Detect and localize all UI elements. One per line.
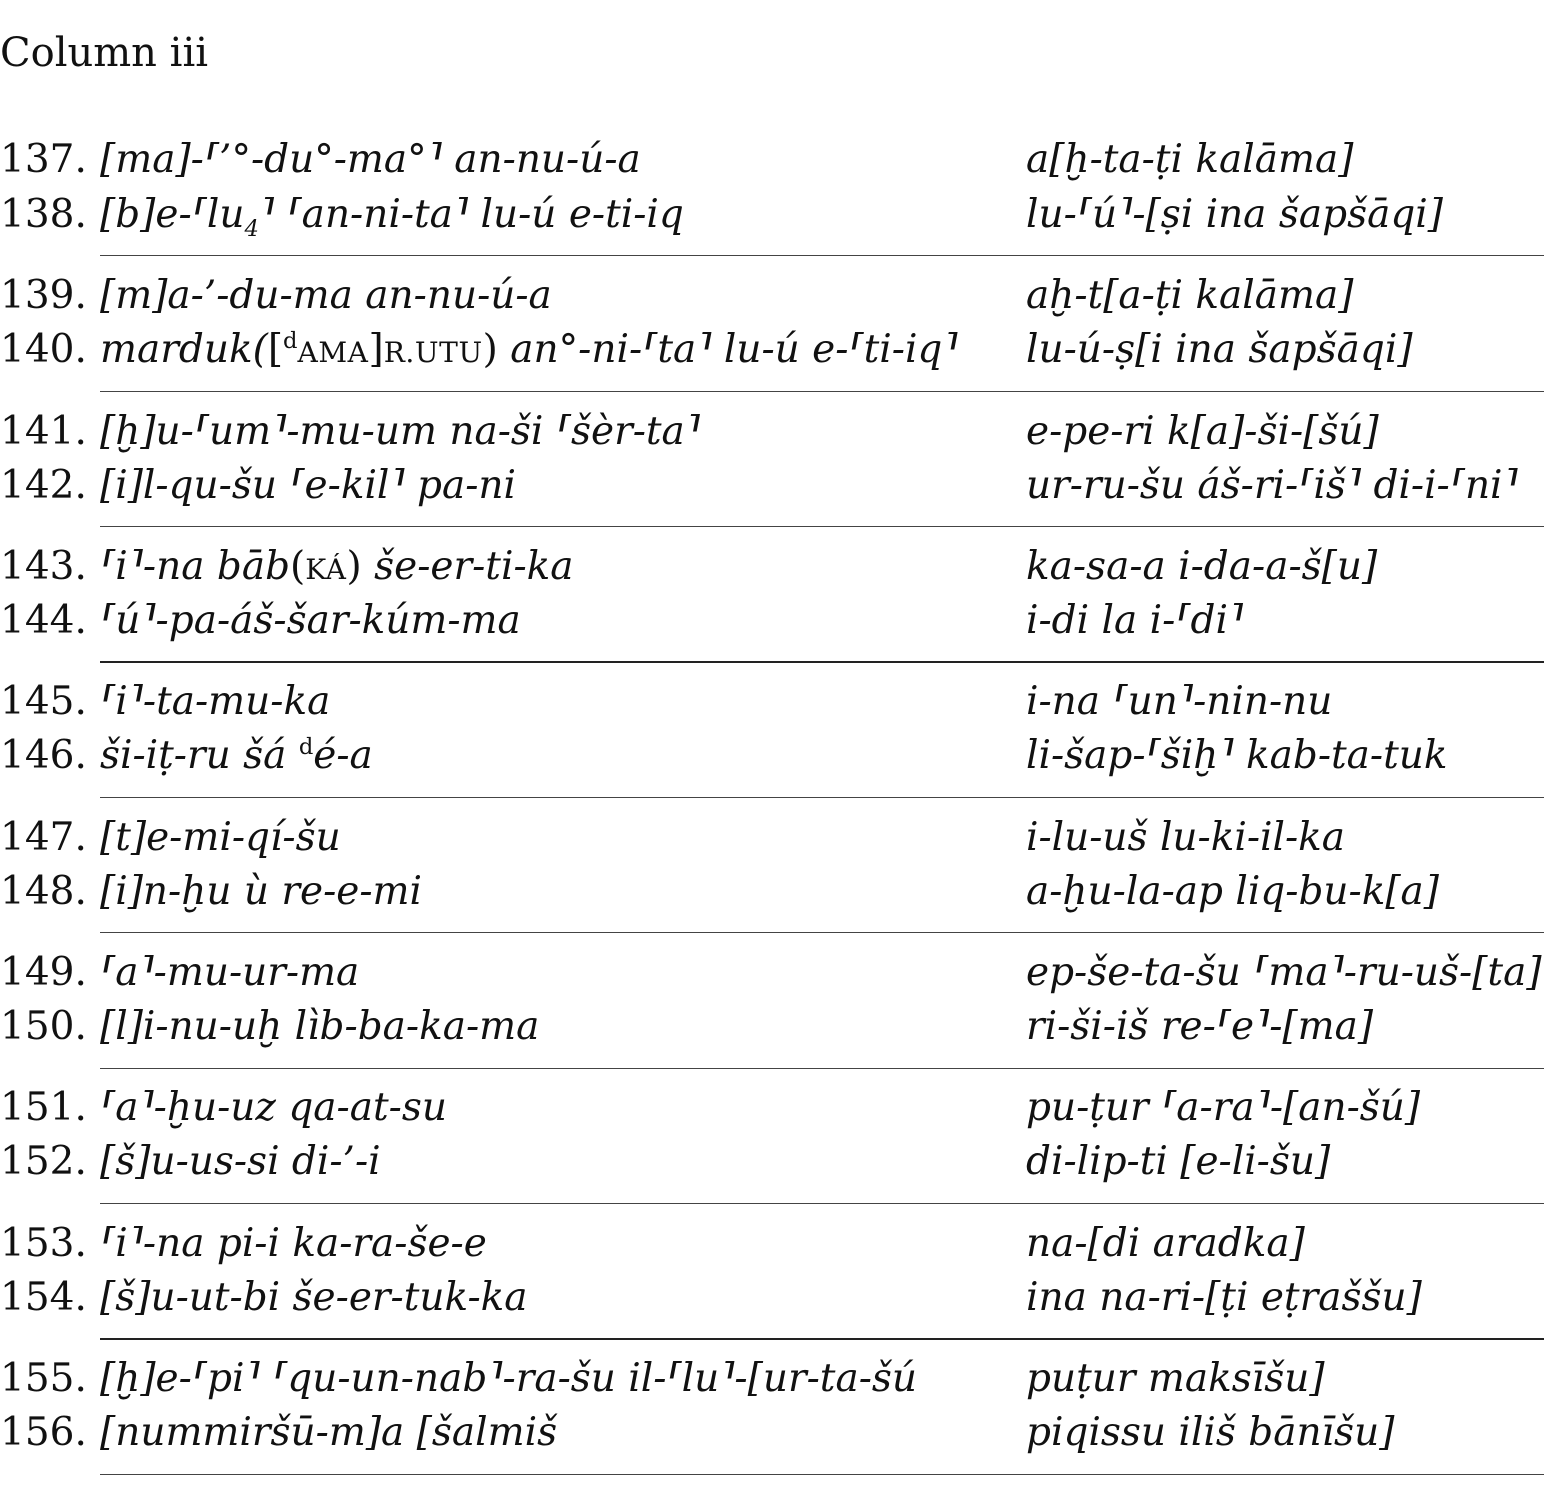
line-155 bbox=[0, 1352, 1544, 1406]
transliteration-left: ⸢i⸣-na pi-i ka-ra-še-e bbox=[100, 1221, 487, 1266]
line-number: 148. bbox=[0, 869, 87, 914]
line-number: 138. bbox=[0, 192, 87, 237]
transliteration-left: [nummiršū-m]a [šalmiš bbox=[100, 1410, 558, 1455]
section-divider bbox=[100, 255, 1544, 256]
line-number: 144. bbox=[0, 598, 87, 643]
section-divider bbox=[100, 661, 1544, 663]
line-number: 145. bbox=[0, 679, 87, 724]
line-145 bbox=[0, 675, 1544, 729]
line-number: 141. bbox=[0, 409, 87, 454]
line-138 bbox=[0, 188, 1544, 242]
line-number: 146. bbox=[0, 733, 87, 778]
line-number: 147. bbox=[0, 815, 87, 860]
transliteration-right: ina na-ri-[ṭi eṭraššu] bbox=[1026, 1275, 1422, 1320]
transliteration-right: i-na ⸢un⸣-nin-nu bbox=[1026, 679, 1333, 724]
transliteration-right: e-pe-ri k[a]-ši-[šú] bbox=[1026, 409, 1379, 454]
line-152 bbox=[0, 1135, 1544, 1189]
line-154 bbox=[0, 1271, 1544, 1325]
transliteration-left: $[b]e-⸢lu_4⸣$ ⸢an-ni-ta⸣ lu-ú e-ti-iq bbox=[100, 192, 684, 242]
transliteration-left: [ḫ]e-⸢pi⸣ ⸢qu-un-nab⸣-ra-šu il-⸢lu⸣-[ur-ta-šú bbox=[100, 1356, 918, 1401]
transliteration-right: piqissu iliš bānīšu] bbox=[1026, 1410, 1395, 1455]
section-divider bbox=[100, 932, 1544, 933]
line-number: 149. bbox=[0, 950, 87, 995]
section-divider bbox=[100, 1474, 1544, 1475]
transliteration-right: aḫ-t[a-ṭi kalāma] bbox=[1026, 273, 1354, 318]
transliteration-left: ⸢a⸣-ḫu-uz qa-at-su bbox=[100, 1085, 447, 1130]
section-divider bbox=[100, 1068, 1544, 1069]
transliteration-right: ka-sa-a i-da-a-š[u] bbox=[1026, 544, 1378, 589]
transliteration-right: a-ḫu-la-ap liq-bu-k[a] bbox=[1026, 869, 1440, 914]
line-146 bbox=[0, 729, 1544, 783]
line-140 bbox=[0, 323, 1544, 377]
line-number: 137. bbox=[0, 137, 87, 182]
line-number: 150. bbox=[0, 1004, 87, 1049]
transliteration-left: ⸢ú⸣-pa-áš-šar-kúm-ma bbox=[100, 598, 521, 643]
transliteration-right: i-di la i-⸢di⸣ bbox=[1026, 598, 1244, 643]
transliteration-right: lu-ú-ṣ[i ina šapšāqi] bbox=[1026, 327, 1413, 372]
transliteration-right: ri-ši-iš re-⸢e⸣-[ma] bbox=[1026, 1004, 1374, 1049]
section-divider bbox=[100, 797, 1544, 798]
transliteration-right: lu-⸢ú⸣-[ṣi ina šapšāqi] bbox=[1026, 192, 1443, 237]
line-143 bbox=[0, 540, 1544, 594]
line-148 bbox=[0, 865, 1544, 919]
transliteration-left: ⸢i⸣-na bāb(KÁ) še-er-ti-ka bbox=[100, 544, 574, 589]
transliteration-right: di-lip-ti [e-li-šu] bbox=[1026, 1139, 1331, 1184]
line-number: 153. bbox=[0, 1221, 87, 1266]
line-142 bbox=[0, 459, 1544, 513]
transliteration-right: i-lu-uš lu-ki-il-ka bbox=[1026, 815, 1346, 860]
transliteration-right: li-šap-⸢šiḫ⸣ kab-ta-tuk bbox=[1026, 733, 1448, 778]
transliteration-left: [m]a-’-du-ma an-nu-ú-a bbox=[100, 273, 552, 318]
line-number: 152. bbox=[0, 1139, 87, 1184]
damage-mark-icon: ° bbox=[314, 137, 334, 182]
transliteration-left: [ḫ]u-⸢um⸣-mu-um na-ši ⸢šèr-ta⸣ bbox=[100, 409, 701, 454]
line-151 bbox=[0, 1081, 1544, 1135]
transliteration-left: [i]l-qu-šu ⸢e-kil⸣ pa-ni bbox=[100, 463, 516, 508]
line-number: 154. bbox=[0, 1275, 87, 1320]
transliteration-left: [š]u-us-si di-’-i bbox=[100, 1139, 381, 1184]
transliteration-left: ⸢a⸣-mu-ur-ma bbox=[100, 950, 360, 995]
damage-mark-icon: ° bbox=[407, 137, 427, 182]
line-139 bbox=[0, 269, 1544, 323]
line-147 bbox=[0, 811, 1544, 865]
transliteration-left: [t]e-mi-qí-šu bbox=[100, 815, 341, 860]
transliteration-left: marduk([$^d$AMA]R.UTU) an°-ni-⸢ta⸣ lu-ú e-⸢ti-iq⸣ bbox=[100, 327, 958, 372]
column-heading: Column iii bbox=[0, 30, 209, 76]
line-150 bbox=[0, 1000, 1544, 1054]
line-number: 151. bbox=[0, 1085, 87, 1130]
line-156 bbox=[0, 1406, 1544, 1460]
section-divider bbox=[100, 1338, 1544, 1340]
transliteration-right: puṭur maksīšu] bbox=[1026, 1356, 1325, 1401]
transliteration-right: ep-še-ta-šu ⸢ma⸣-ru-uš-[ta] bbox=[1026, 950, 1542, 995]
damage-mark-icon: ° bbox=[231, 137, 251, 182]
line-number: 143. bbox=[0, 544, 87, 589]
line-number: 142. bbox=[0, 463, 87, 508]
damage-mark-icon: ° bbox=[558, 327, 579, 372]
line-149 bbox=[0, 946, 1544, 1000]
section-divider bbox=[100, 391, 1544, 392]
line-number: 140. bbox=[0, 327, 87, 372]
transliteration-left: [l]i-nu-uḫ lìb-ba-ka-ma bbox=[100, 1004, 540, 1049]
section-divider bbox=[100, 1203, 1544, 1204]
transliteration-left: [i]n-ḫu ù re-e-mi bbox=[100, 869, 422, 914]
line-153 bbox=[0, 1217, 1544, 1271]
transliteration-left: ši-iṭ-ru šá $^d$é-a bbox=[100, 733, 373, 778]
line-number: 139. bbox=[0, 273, 87, 318]
line-number: 155. bbox=[0, 1356, 87, 1401]
transliteration-right: ur-ru-šu áš-ri-⸢iš⸣ di-i-⸢ni⸣ bbox=[1026, 463, 1518, 508]
line-number: 156. bbox=[0, 1410, 87, 1455]
section-divider bbox=[100, 526, 1544, 527]
line-141 bbox=[0, 405, 1544, 459]
transliteration-left: [š]u-ut-bi še-er-tuk-ka bbox=[100, 1275, 528, 1320]
line-144 bbox=[0, 594, 1544, 648]
transliteration-left: [ma]-⸢’°-du°-ma°⸣ an-nu-ú-a bbox=[100, 137, 641, 182]
transliteration-right: na-[di aradka] bbox=[1026, 1221, 1305, 1266]
line-137 bbox=[0, 133, 1544, 187]
transliteration-right: pu-ṭur ⸢a-ra⸣-[an-šú] bbox=[1026, 1085, 1421, 1130]
transliteration-left: ⸢i⸣-ta-mu-ka bbox=[100, 679, 331, 724]
transliteration-right: a[ḫ-ta-ṭi kalāma] bbox=[1026, 137, 1354, 182]
